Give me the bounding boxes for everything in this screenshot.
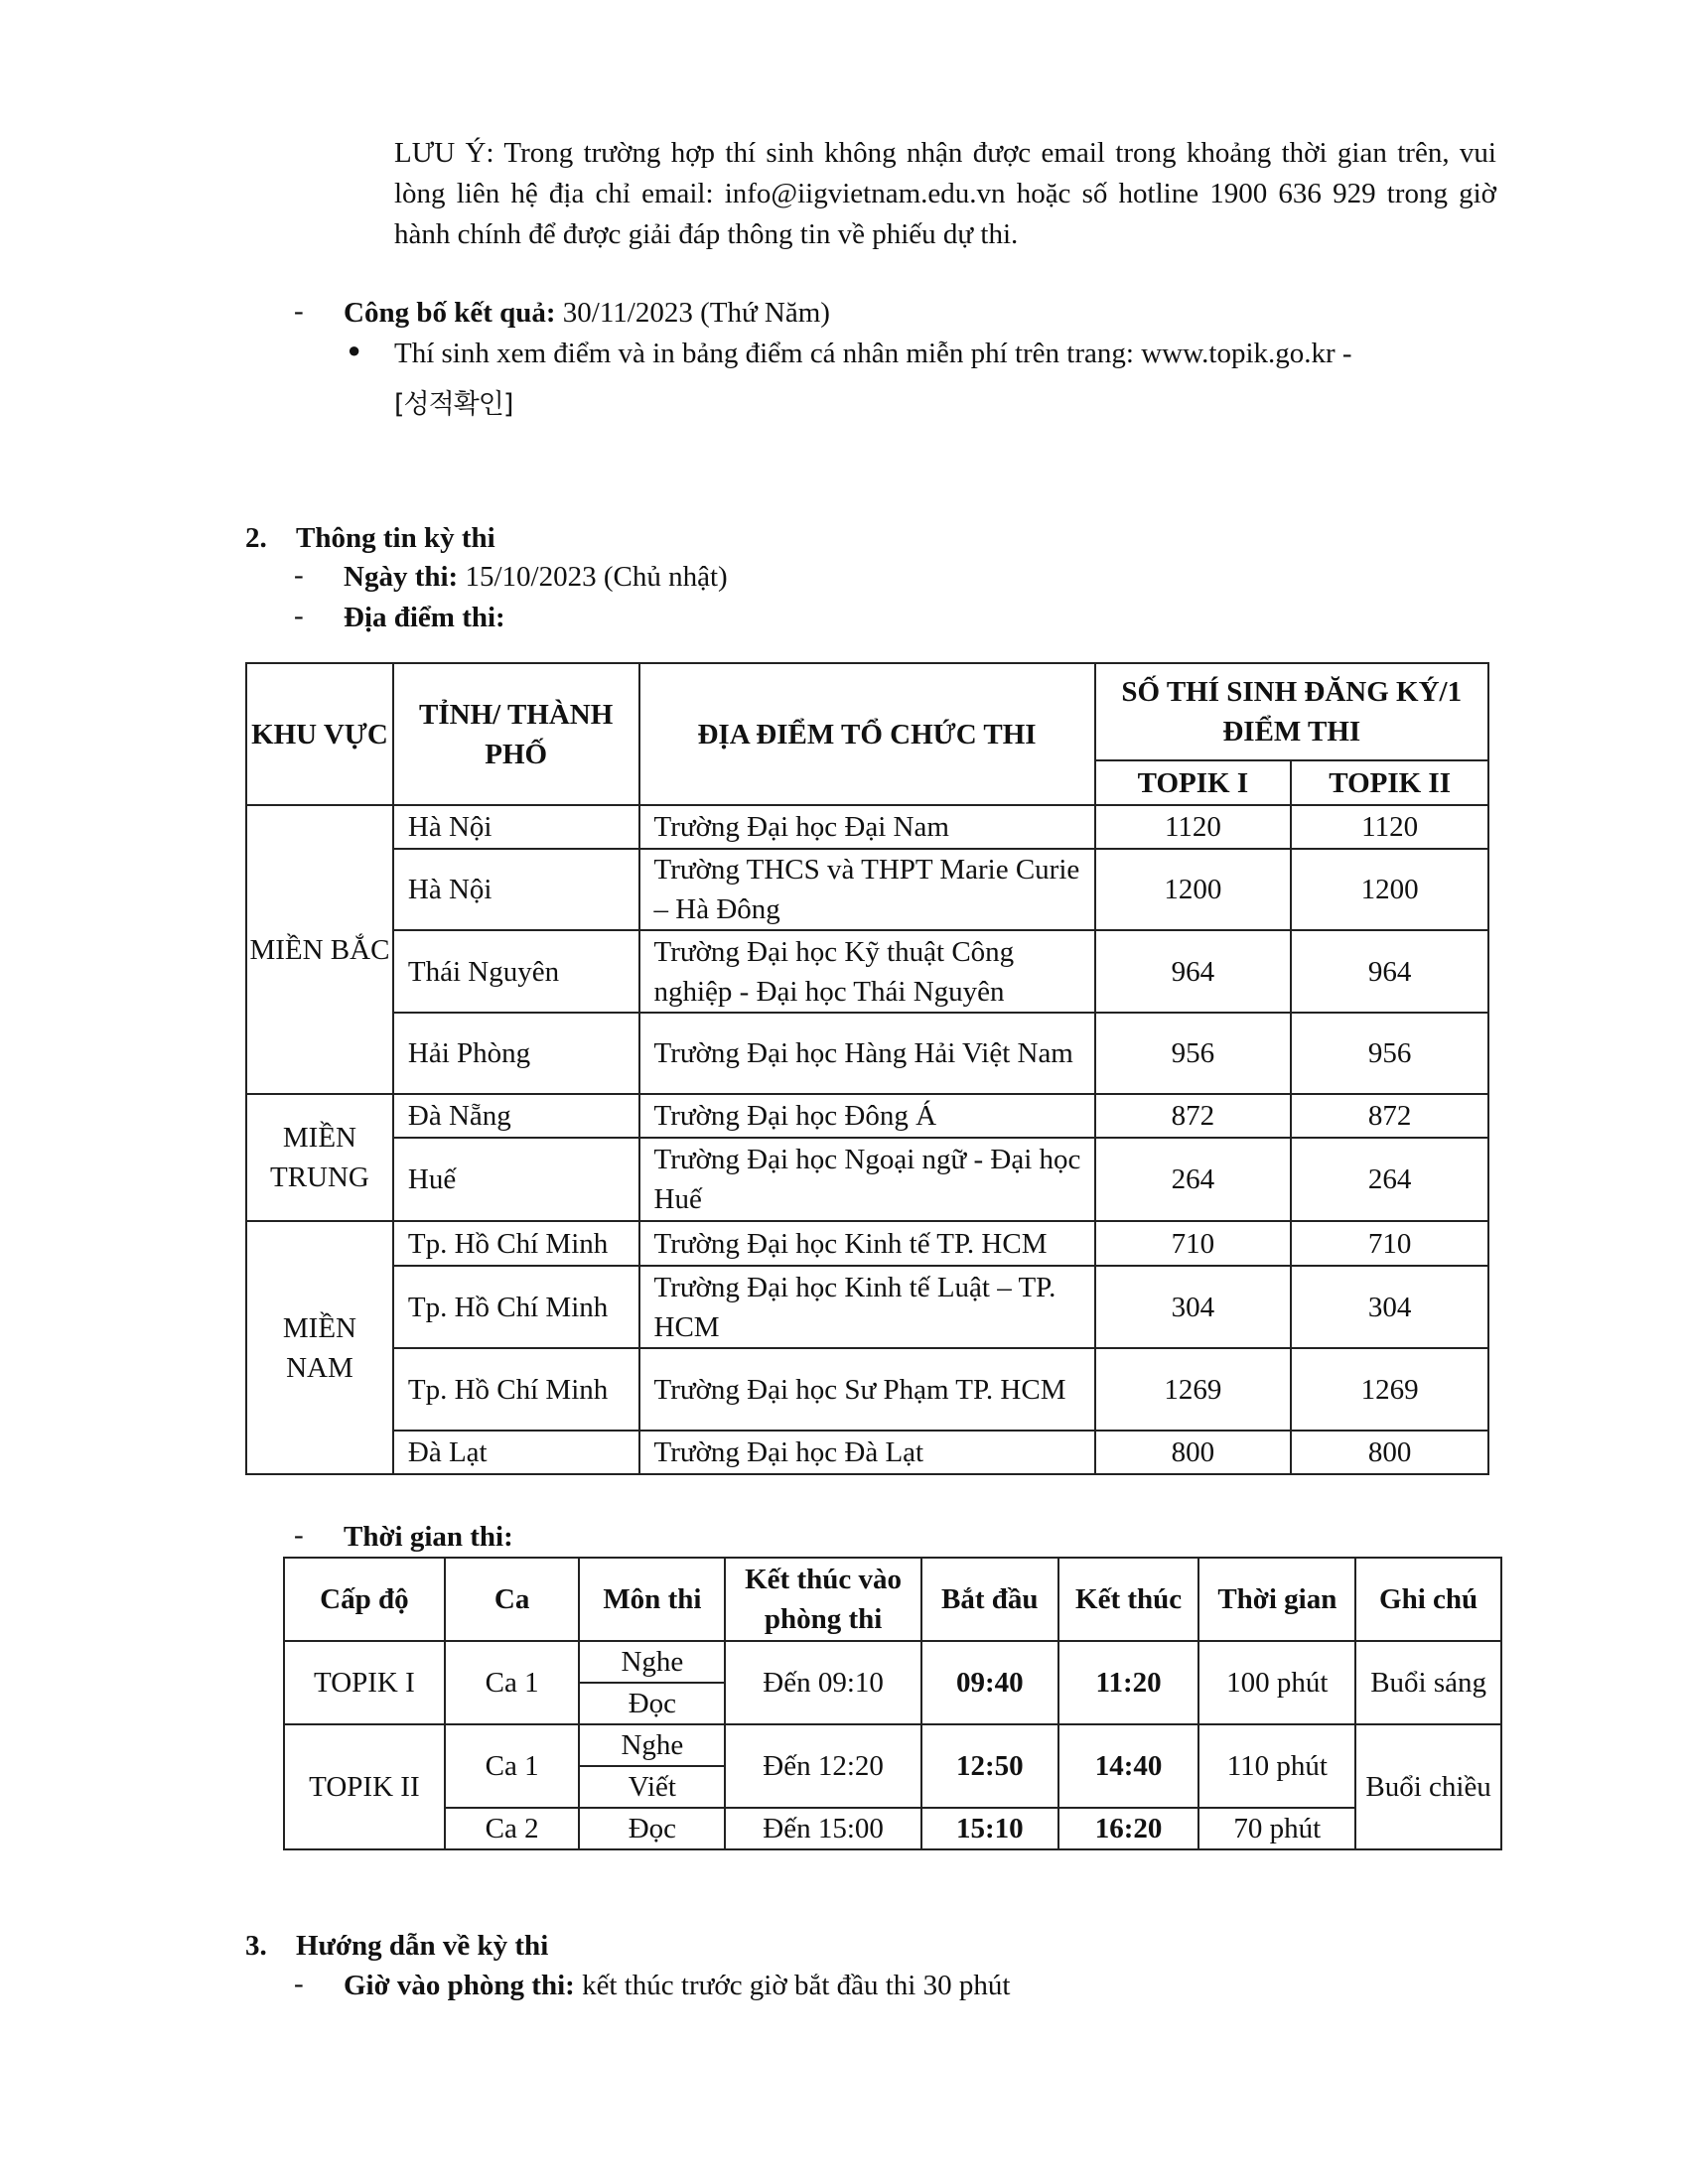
- results-hangul-link: [성적확인]: [394, 389, 513, 420]
- bullet-icon: ●: [348, 338, 361, 362]
- city-cell: Hà Nội: [393, 805, 639, 849]
- topik1-count: 872: [1095, 1094, 1292, 1138]
- duration-cell: 70 phút: [1198, 1808, 1355, 1849]
- table-row: [284, 1724, 1501, 1766]
- topik2-count: 872: [1291, 1094, 1488, 1138]
- start-cell: 12:50: [921, 1724, 1058, 1808]
- topik1-count: 304: [1095, 1266, 1292, 1348]
- header-end: Kết thúc: [1058, 1558, 1199, 1641]
- entry-time-line: [344, 1968, 1010, 2003]
- subject-cell: Nghe: [579, 1641, 725, 1683]
- level-cell: TOPIK II: [284, 1724, 445, 1849]
- header-topik1: TOPIK I: [1095, 760, 1292, 805]
- start-cell: 09:40: [921, 1641, 1058, 1724]
- venue-cell: Trường Đại học Sư Phạm TP. HCM: [639, 1348, 1095, 1431]
- end-cell: 11:20: [1058, 1641, 1199, 1724]
- venue-cell: Trường Đại học Đông Á: [639, 1094, 1095, 1138]
- venue-cell: Trường Đại học Kinh tế Luật – TP. HCM: [639, 1266, 1095, 1348]
- exam-date-label: Ngày thi:: [344, 561, 459, 593]
- entry-cell: Đến 09:10: [725, 1641, 921, 1724]
- header-subject: Môn thi: [579, 1558, 725, 1641]
- duration-cell: 110 phút: [1198, 1724, 1355, 1808]
- exam-date-line: [344, 559, 728, 595]
- header-region: KHU VỰC: [246, 663, 393, 805]
- city-cell: Hà Nội: [393, 849, 639, 930]
- venue-cell: Trường Đại học Đại Nam: [639, 805, 1095, 849]
- table-row: [246, 849, 1488, 930]
- topik1-count: 800: [1095, 1431, 1292, 1474]
- section2-number: 2.: [245, 522, 267, 554]
- topik1-count: 264: [1095, 1138, 1292, 1221]
- venue-cell: Trường Đại học Ngoại ngữ - Đại học Huế: [639, 1138, 1095, 1221]
- table-row: [246, 1266, 1488, 1348]
- section3-title: Hướng dẫn về kỳ thi: [296, 1930, 549, 1962]
- city-cell: Thái Nguyên: [393, 930, 639, 1013]
- entry-time-value: kết thúc trước giờ bắt đầu thi 30 phút: [582, 1970, 1011, 2001]
- venue-cell: Trường Đại học Kinh tế TP. HCM: [639, 1221, 1095, 1266]
- region-north: MIỀN BẮC: [246, 805, 393, 1094]
- table-row: [246, 1094, 1488, 1138]
- table-row: [246, 930, 1488, 1013]
- section2-title: Thông tin kỳ thi: [296, 522, 495, 554]
- topik2-count: 1120: [1291, 805, 1488, 849]
- topik1-count: 956: [1095, 1013, 1292, 1094]
- topik2-count: 264: [1291, 1138, 1488, 1221]
- topik1-count: 710: [1095, 1221, 1292, 1266]
- venue-cell: Trường Đại học Hàng Hải Việt Nam: [639, 1013, 1095, 1094]
- list-dash: -: [294, 1519, 304, 1551]
- topik2-count: 1200: [1291, 849, 1488, 930]
- subject-cell: Viết: [579, 1766, 725, 1808]
- entry-cell: Đến 12:20: [725, 1724, 921, 1808]
- topik2-count: 964: [1291, 930, 1488, 1013]
- topik2-count: 710: [1291, 1221, 1488, 1266]
- end-cell: 16:20: [1058, 1808, 1199, 1849]
- table-row: [284, 1641, 1501, 1683]
- table-row: [246, 805, 1488, 849]
- note-cell: Buổi sáng: [1355, 1641, 1501, 1724]
- end-cell: 14:40: [1058, 1724, 1199, 1808]
- session-cell: Ca 2: [445, 1808, 580, 1849]
- topik2-count: 1269: [1291, 1348, 1488, 1431]
- header-venue: ĐỊA ĐIỂM TỔ CHỨC THI: [639, 663, 1095, 805]
- table-row: [246, 1013, 1488, 1094]
- venue-cell: Trường Đại học Đà Lạt: [639, 1431, 1095, 1474]
- header-duration: Thời gian: [1198, 1558, 1355, 1641]
- locations-table: [245, 662, 1489, 1475]
- results-date: 30/11/2023 (Thứ Năm): [562, 297, 830, 329]
- entry-cell: Đến 15:00: [725, 1808, 921, 1849]
- list-dash: -: [294, 600, 304, 631]
- table-row: [284, 1808, 1501, 1849]
- section3-number: 3.: [245, 1930, 267, 1962]
- city-cell: Tp. Hồ Chí Minh: [393, 1266, 639, 1348]
- venue-cell: Trường THCS và THPT Marie Curie – Hà Đông: [639, 849, 1095, 930]
- subject-cell: Nghe: [579, 1724, 725, 1766]
- venue-cell: Trường Đại học Kỹ thuật Công nghiệp - Đại học Thái Nguyên: [639, 930, 1095, 1013]
- header-city: TỈNH/ THÀNH PHỐ: [393, 663, 639, 805]
- header-note: Ghi chú: [1355, 1558, 1501, 1641]
- header-count: SỐ THÍ SINH ĐĂNG KÝ/1 ĐIỂM THI: [1095, 663, 1488, 760]
- topik2-count: 956: [1291, 1013, 1488, 1094]
- list-dash: -: [294, 559, 304, 591]
- location-label: Địa điểm thi:: [344, 602, 505, 633]
- header-session: Ca: [445, 1558, 580, 1641]
- topik1-count: 1120: [1095, 805, 1292, 849]
- topik1-count: 1269: [1095, 1348, 1292, 1431]
- header-entry: Kết thúc vào phòng thi: [725, 1558, 921, 1641]
- session-cell: Ca 1: [445, 1724, 580, 1808]
- note-paragraph: LƯU Ý: Trong trường hợp thí sinh không nhận được email trong khoảng thời gian trên, vui lòng liên hệ địa chỉ email: info@iigvietnam.edu.vn hoặc số hotline 1900 636 929 trong giờ hành chính để được giải đáp thông tin về phiếu dự thi.: [394, 137, 1496, 250]
- table-row: [246, 1431, 1488, 1474]
- subject-cell: Đọc: [579, 1808, 725, 1849]
- table-row: [246, 1138, 1488, 1221]
- list-dash: -: [294, 295, 304, 327]
- time-label: Thời gian thi:: [344, 1521, 513, 1553]
- results-line: [344, 295, 830, 331]
- city-cell: Đà Lạt: [393, 1431, 639, 1474]
- duration-cell: 100 phút: [1198, 1641, 1355, 1724]
- topik1-count: 1200: [1095, 849, 1292, 930]
- table-row: [246, 1221, 1488, 1266]
- results-bullet-text: Thí sinh xem điểm và in bảng điểm cá nhân miễn phí trên trang: www.topik.go.kr -: [394, 338, 1352, 369]
- city-cell: Tp. Hồ Chí Minh: [393, 1221, 639, 1266]
- city-cell: Huế: [393, 1138, 639, 1221]
- region-south: MIỀN NAM: [246, 1221, 393, 1474]
- topik1-count: 964: [1095, 930, 1292, 1013]
- header-level: Cấp độ: [284, 1558, 445, 1641]
- level-cell: TOPIK I: [284, 1641, 445, 1724]
- list-dash: -: [294, 1968, 304, 1999]
- note-cell: Buổi chiều: [1355, 1724, 1501, 1849]
- header-topik2: TOPIK II: [1291, 760, 1488, 805]
- topik2-count: 304: [1291, 1266, 1488, 1348]
- schedule-table: [283, 1557, 1502, 1850]
- city-cell: Hải Phòng: [393, 1013, 639, 1094]
- table-row: [246, 1348, 1488, 1431]
- region-central: MIỀN TRUNG: [246, 1094, 393, 1221]
- city-cell: Đà Nẵng: [393, 1094, 639, 1138]
- entry-time-label: Giờ vào phòng thi:: [344, 1970, 575, 2001]
- start-cell: 15:10: [921, 1808, 1058, 1849]
- subject-cell: Đọc: [579, 1683, 725, 1724]
- city-cell: Tp. Hồ Chí Minh: [393, 1348, 639, 1431]
- header-start: Bắt đầu: [921, 1558, 1058, 1641]
- session-cell: Ca 1: [445, 1641, 580, 1724]
- exam-date-value: 15/10/2023 (Chủ nhật): [465, 561, 728, 593]
- topik2-count: 800: [1291, 1431, 1488, 1474]
- results-label: Công bố kết quả:: [344, 297, 556, 329]
